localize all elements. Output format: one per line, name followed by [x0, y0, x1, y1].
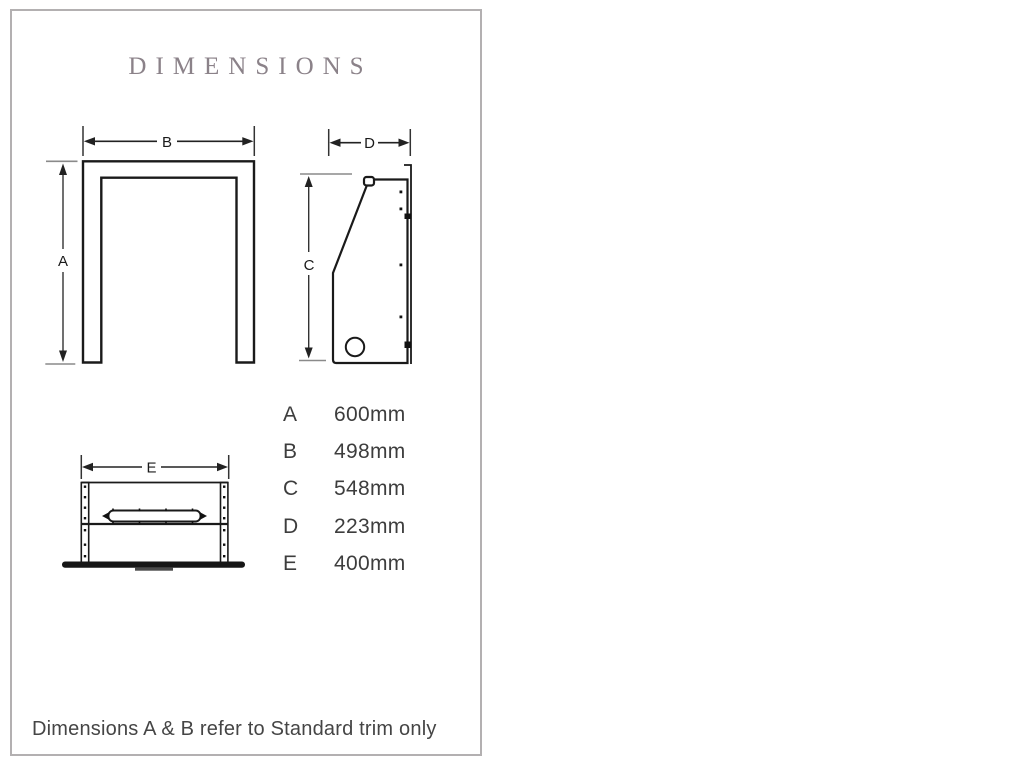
- side-view-drawing: [295, 121, 417, 371]
- side-top-bracket: [364, 177, 374, 186]
- dim-e-arrowhead-right: [217, 463, 228, 471]
- base-plate: [62, 562, 245, 568]
- side-fixing-hole: [400, 208, 403, 211]
- trim-frame-outline: [83, 161, 254, 362]
- base-plate-tab: [135, 568, 173, 571]
- dim-a-label: A: [57, 253, 69, 270]
- dim-b-arrowhead-right: [242, 137, 253, 145]
- dim-c-label: C: [303, 257, 315, 274]
- dim-e-label: E: [146, 459, 157, 477]
- dim-e-arrowhead-left: [82, 463, 93, 471]
- plan-right-rail: [221, 483, 228, 563]
- page-title: DIMENSIONS: [128, 53, 373, 80]
- dimension-value: 548mm: [334, 477, 406, 501]
- dimension-value: 223mm: [334, 514, 406, 538]
- table-row: [283, 433, 406, 470]
- burner-bar: [109, 511, 201, 522]
- side-fixing-hole: [400, 191, 403, 194]
- side-inlet-hole: [346, 338, 364, 356]
- dim-c-arrowhead-down: [305, 348, 313, 359]
- dim-a-arrowhead-down: [59, 351, 67, 363]
- dimension-letter: B: [283, 440, 298, 464]
- side-flange-clip: [405, 214, 412, 220]
- dimension-value: 400mm: [334, 552, 406, 576]
- side-fixing-hole: [400, 264, 403, 267]
- side-fixing-hole: [400, 316, 403, 319]
- table-row: [283, 396, 406, 433]
- dimension-letter: D: [283, 514, 299, 538]
- dim-d-arrowhead-right: [399, 139, 410, 147]
- table-row: [283, 508, 406, 545]
- dim-d-label: D: [364, 135, 375, 152]
- dimensions-panel: [10, 9, 482, 756]
- dimension-letter: E: [283, 552, 298, 576]
- dim-a-arrowhead-up: [59, 164, 67, 176]
- bottom-view-drawing: [55, 447, 255, 577]
- table-row: [283, 546, 406, 583]
- dim-b-arrowhead-left: [84, 137, 95, 145]
- dimension-letter: A: [283, 402, 298, 426]
- burner-end-left: [102, 512, 109, 519]
- dimension-letter: C: [283, 477, 299, 501]
- front-view-drawing: [45, 121, 265, 371]
- dim-c-arrowhead-up: [305, 176, 313, 187]
- side-flange-clip: [405, 342, 412, 349]
- dimension-table: [283, 396, 406, 583]
- dimension-value: 600mm: [334, 402, 406, 426]
- burner-end-right: [200, 512, 207, 519]
- plan-left-rail: [81, 483, 88, 563]
- side-body-outline: [333, 180, 408, 364]
- table-row: [283, 471, 406, 508]
- trim-note: Dimensions A & B refer to Standard trim only: [32, 718, 437, 740]
- dim-b-label: B: [161, 133, 173, 151]
- dim-d-arrowhead-left: [330, 139, 341, 147]
- dimension-value: 498mm: [334, 440, 406, 464]
